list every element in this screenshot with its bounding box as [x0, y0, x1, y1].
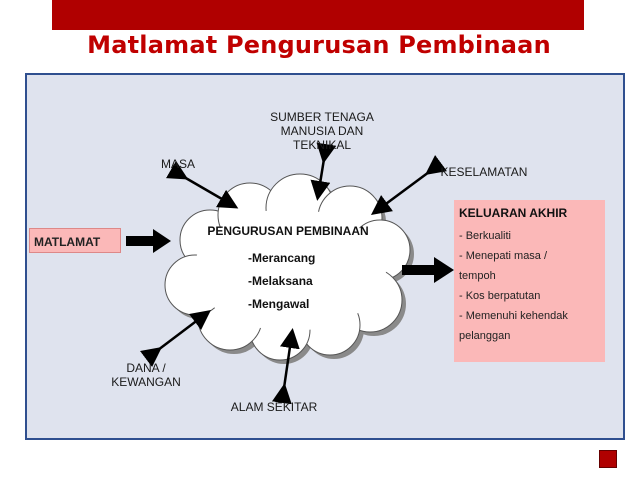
slide-corner-icon: [599, 450, 617, 468]
output-box: [454, 200, 605, 362]
center-item-melaksana: -Melaksana: [248, 274, 313, 288]
slide-title: Matlamat Pengurusan Pembinaan: [87, 31, 551, 59]
label-dana: DANA / KEWANGAN: [111, 361, 181, 389]
output-item: - Menepati masa / tempoh: [459, 250, 548, 282]
block-arrow-input: [126, 229, 171, 253]
matlamat-box: MATLAMAT: [29, 228, 121, 253]
output-item: - Memenuhi kehendak pelanggan: [459, 310, 568, 342]
output-title: KELUARAN AKHIR: [459, 206, 568, 220]
center-item-mengawal: -Mengawal: [248, 297, 310, 311]
label-alam-sekitar: ALAM SEKITAR: [230, 400, 318, 414]
center-item-merancang: -Merancang: [248, 251, 316, 265]
arrow-keselamatan: [375, 172, 429, 212]
label-sumber-tenaga: SUMBER TENAGA MANUSIA DAN TEKNIKAL: [270, 110, 374, 152]
label-masa: MASA: [160, 157, 195, 171]
label-keselamatan: KESELAMATAN: [440, 165, 528, 179]
output-item: - Berkualiti: [459, 230, 511, 242]
arrow-masa: [184, 177, 234, 206]
output-item: - Kos berpatutan: [459, 290, 541, 302]
center-title: PENGURUSAN PEMBINAAN: [207, 224, 369, 238]
arrow-dana: [158, 313, 207, 350]
